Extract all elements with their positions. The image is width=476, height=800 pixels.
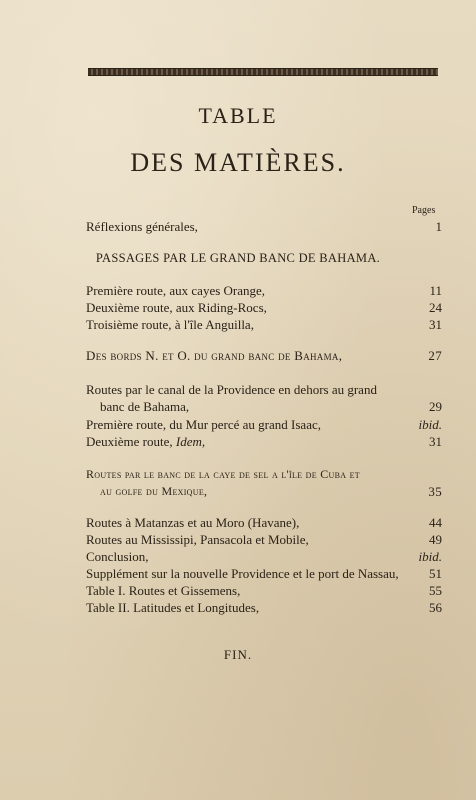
toc-entry-routes-providence[interactable] [86,381,442,415]
toc-entry-routes-banc-caye[interactable] [86,466,442,500]
toc-entry-text: Supplément sur la nouvelle Providence et le port de Nassau, [86,566,399,581]
toc-entry-text: Table II. Latitudes et Longitudes, [86,600,260,615]
toc-entry-page: 24 [429,300,442,315]
toc-entry-page: ibid. [418,417,442,432]
toc-entry-text-line2: au golfe du Mexique, [100,484,208,498]
toc-entry-line2-row [86,398,442,415]
toc-entry-text: Réflexions générales, [86,219,198,234]
toc-entry-table-1[interactable] [86,583,442,599]
toc-entry-conclusion[interactable] [86,549,442,565]
toc-entry-text-wrap [86,434,423,450]
toc-entry-line2-row [86,483,442,500]
toc-entry-reflexions[interactable] [86,219,442,235]
toc-entry-text: Première route, aux cayes Orange, [86,283,266,298]
toc-entry-text: Troisième route, à l'île Anguilla, [86,317,254,332]
fin-label: FIN. [223,647,253,662]
toc-entry-text: Des bords N. et O. du grand banc de Bahama, [86,348,343,363]
toc-entry-page: 55 [429,583,442,598]
pages-column-header: Pages [412,205,436,216]
toc-entry-text-line1: Routes par le canal de la Providence en dehors au grand [86,382,377,397]
toc-entry-text: Routes au Mississipi, Pansacola et Mobile, [86,532,309,547]
title-table: TABLE [198,103,278,128]
toc-entry-page: 29 [429,399,442,414]
toc-entry-premiere-route-orange[interactable] [86,283,442,299]
toc-entry-page: 51 [429,566,442,581]
toc-entry-troisieme-route-anguilla[interactable] [86,317,442,333]
toc-entry-text: Conclusion, [86,549,149,564]
toc-entry-text-line2: banc de Bahama, [100,399,190,414]
toc-entry-text: Deuxième route, aux Riding-Rocs, [86,300,267,315]
section-heading-passages: PASSAGES PAR LE GRAND BANC DE BAHAMA. [95,251,381,265]
toc-entry-page: 44 [429,515,442,530]
toc-entry-text-italic: Idem, [175,434,206,449]
toc-entry-page: 1 [435,219,442,234]
toc-entry-deuxieme-route-idem[interactable] [86,434,442,450]
toc-entry-premiere-route-mur[interactable] [86,417,442,433]
toc-entry-text: Deuxième route, [86,434,173,449]
top-ornamental-rule [88,68,438,76]
toc-entry-page: 35 [428,484,442,499]
toc-entry-page: ibid. [418,549,442,564]
toc-entry-des-bords[interactable] [86,348,442,364]
toc-entry-page: 27 [428,348,442,363]
toc-entry-text: Routes à Matanzas et au Moro (Havane), [86,515,300,530]
toc-entry-page: 11 [429,283,442,298]
toc-entry-deuxieme-route-riding[interactable] [86,300,442,316]
toc-entry-text: Première route, du Mur percé au grand Isaac, [86,417,321,432]
toc-entry-mississipi[interactable] [86,532,442,548]
toc-entry-supplement[interactable] [86,566,442,582]
toc-entry-text-line1: Routes par le banc de la caye de sel a l'île de Cuba et [86,467,360,481]
toc-entry-matanzas[interactable] [86,515,442,531]
toc-entry-text: Table I. Routes et Gissemens, [86,583,241,598]
toc-entry-page: 31 [429,317,442,332]
toc-entry-page: 49 [429,532,442,547]
toc-entry-table-2[interactable] [86,600,442,616]
toc-entry-page: 31 [429,434,442,449]
toc-entry-page: 56 [429,600,442,615]
title-des-matieres: DES MATIÈRES. [130,148,346,177]
